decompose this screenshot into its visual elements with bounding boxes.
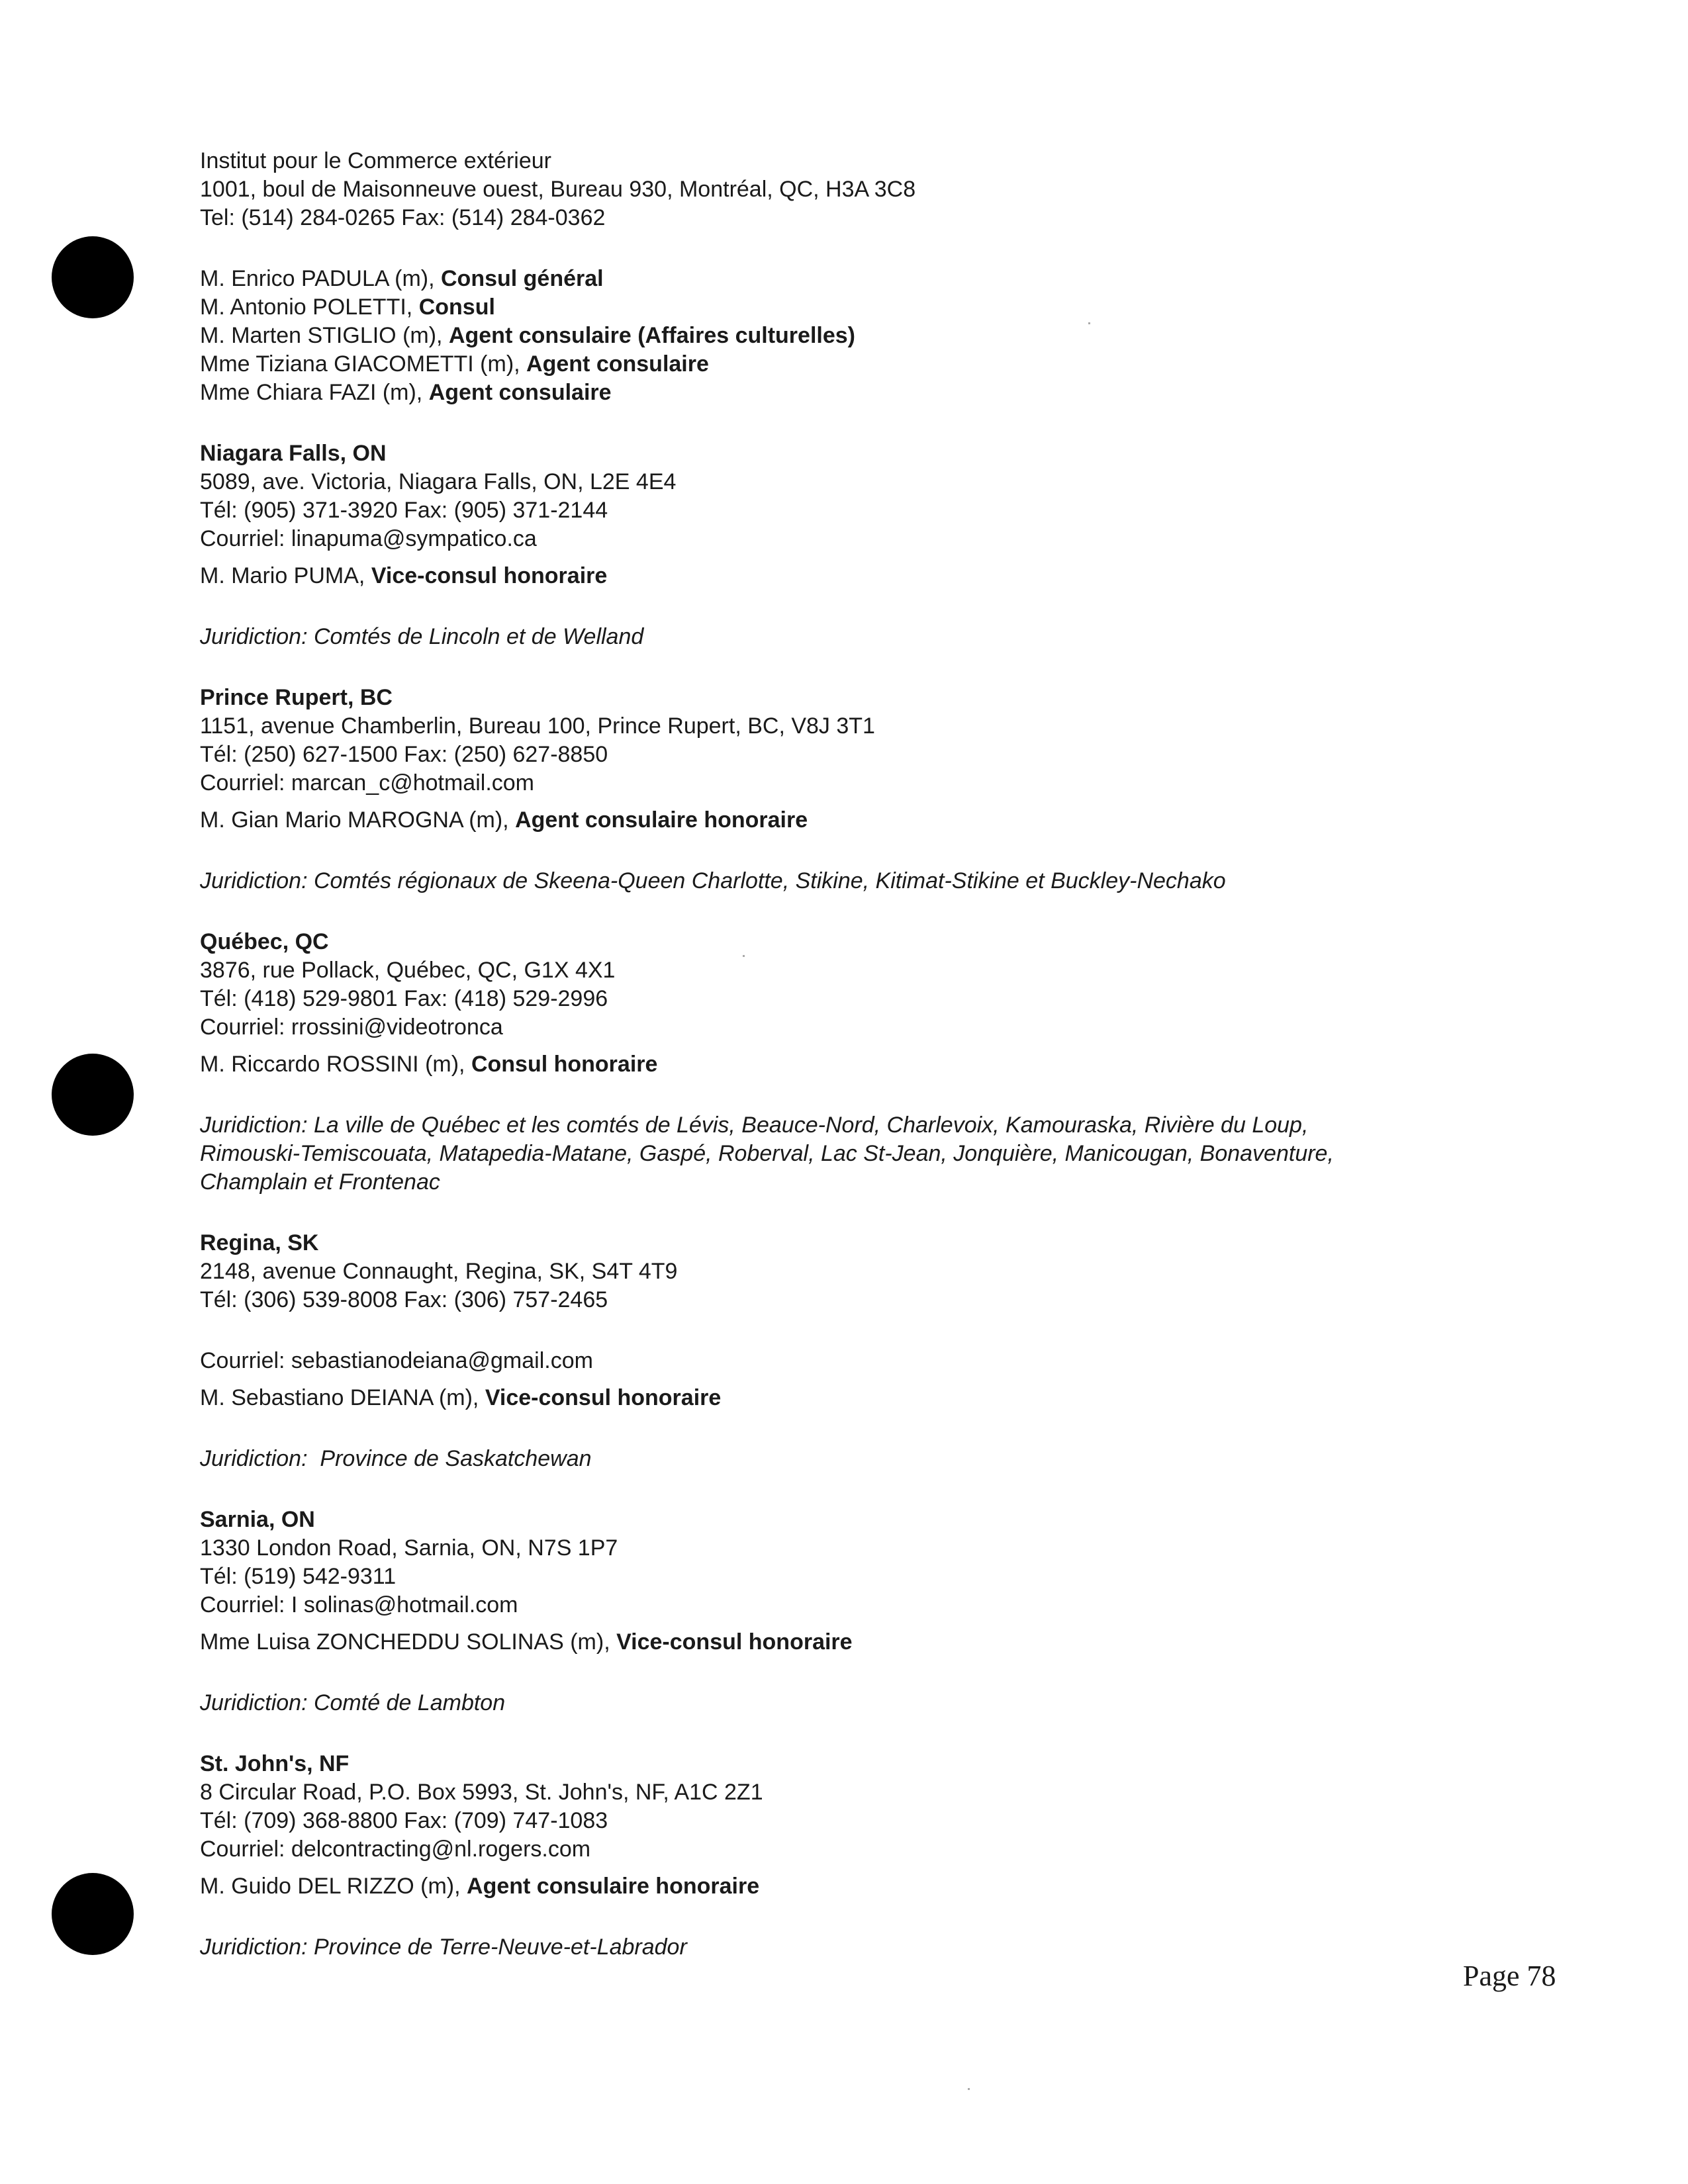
staff-member: [200, 350, 1557, 379]
entry-person: [200, 1872, 1557, 1901]
person-name: M. Riccardo ROSSINI (m),: [200, 1052, 471, 1077]
entry-email: Courriel: I solinas@hotmail.com: [200, 1592, 518, 1617]
entry-address: 3876, rue Pollack, Québec, QC, G1X 4X1: [200, 958, 616, 983]
consulate-entry: [200, 1229, 1557, 1473]
entry-city: Regina, SK: [200, 1230, 319, 1255]
entry-person: [200, 562, 1557, 590]
entry-email: Courriel: sebastianodeiana@gmail.com: [200, 1348, 593, 1373]
jurisdiction-line: Rimouski-Temiscouata, Matapedia-Matane, Gaspé, Roberval, Lac St-Jean, Jonquière, Manicougan, Bonaventure,: [200, 1141, 1334, 1166]
entry-city: Prince Rupert, BC: [200, 685, 393, 710]
entry-jurisdiction: [200, 1933, 1557, 1962]
jurisdiction-line: Juridiction: Comté de Lambton: [200, 1690, 506, 1715]
entry-address: 2148, avenue Connaught, Regina, SK, S4T 4T9: [200, 1259, 678, 1284]
staff-title: Agent consulaire: [526, 351, 709, 377]
jurisdiction-line: Juridiction: La ville de Québec et les comtés de Lévis, Beauce-Nord, Charlevoix, Kamouraska, Rivière du Loup,: [200, 1113, 1309, 1138]
entry-person: [200, 1050, 1557, 1079]
entry-phone: Tél: (418) 529-9801 Fax: (418) 529-2996: [200, 986, 608, 1011]
staff-name: M. Marten STIGLIO (m),: [200, 323, 449, 348]
entry-jurisdiction: [200, 1111, 1557, 1197]
entry-city: St. John's, NF: [200, 1751, 350, 1776]
staff-title: Agent consulaire (Affaires culturelles): [448, 323, 855, 348]
entry-jurisdiction: [200, 623, 1557, 651]
entry-phone: Tél: (709) 368-8800 Fax: (709) 747-1083: [200, 1808, 608, 1833]
institute-phone: Tel: (514) 284-0265 Fax: (514) 284-0362: [200, 205, 606, 230]
consulate-entry: [200, 439, 1557, 651]
staff-title: Consul général: [441, 266, 604, 291]
person-title: Vice-consul honoraire: [371, 563, 608, 588]
staff-title: Consul: [418, 295, 495, 320]
institute-address: 1001, boul de Maisonneuve ouest, Bureau 930, Montréal, QC, H3A 3C8: [200, 177, 916, 202]
page-content: [200, 147, 1557, 1962]
staff-member: [200, 322, 1557, 350]
entry-address: 8 Circular Road, P.O. Box 5993, St. John's, NF, A1C 2Z1: [200, 1780, 763, 1805]
staff-name: M. Antonio POLETTI,: [200, 295, 419, 320]
entry-address: 1330 London Road, Sarnia, ON, N7S 1P7: [200, 1535, 618, 1561]
person-title: Vice-consul honoraire: [616, 1629, 853, 1655]
person-name: M. Mario PUMA,: [200, 563, 371, 588]
entry-jurisdiction: [200, 1445, 1557, 1473]
institute-name: Institut pour le Commerce extérieur: [200, 148, 551, 173]
entry-email: Courriel: marcan_c@hotmail.com: [200, 770, 535, 796]
staff-member: [200, 293, 1557, 322]
consulate-entry: [200, 928, 1557, 1197]
scan-speck: [968, 2088, 970, 2090]
entry-email: Courriel: rrossini@videotronca: [200, 1015, 503, 1040]
person-name: M. Gian Mario MAROGNA (m),: [200, 807, 516, 833]
jurisdiction-line: Juridiction: Province de Saskatchewan: [200, 1446, 592, 1471]
person-title: Vice-consul honoraire: [485, 1385, 722, 1410]
entry-person: [200, 1384, 1557, 1412]
person-title: Consul honoraire: [471, 1052, 658, 1077]
jurisdiction-line: Juridiction: Comtés de Lincoln et de Welland: [200, 624, 644, 649]
person-title: Agent consulaire honoraire: [515, 807, 808, 833]
staff-title: Agent consulaire: [428, 380, 612, 405]
staff-name: Mme Chiara FAZI (m),: [200, 380, 429, 405]
entry-person: [200, 1628, 1557, 1657]
entry-city: Sarnia, ON: [200, 1507, 315, 1532]
punch-hole: [52, 236, 134, 318]
person-name: M. Sebastiano DEIANA (m),: [200, 1385, 485, 1410]
person-name: M. Guido DEL RIZZO (m),: [200, 1874, 467, 1899]
page-number: Page 78: [1463, 1960, 1556, 1992]
consulate-entry: [200, 684, 1557, 895]
entry-jurisdiction: [200, 1689, 1557, 1717]
staff-list: [200, 265, 1557, 407]
consulate-entry: [200, 1750, 1557, 1962]
jurisdiction-line: Juridiction: Province de Terre-Neuve-et-Labrador: [200, 1934, 687, 1960]
person-name: Mme Luisa ZONCHEDDU SOLINAS (m),: [200, 1629, 617, 1655]
staff-name: M. Enrico PADULA (m),: [200, 266, 441, 291]
entry-city: Niagara Falls, ON: [200, 441, 387, 466]
jurisdiction-line: Juridiction: Comtés régionaux de Skeena-Queen Charlotte, Stikine, Kitimat-Stikine et Buckley-Nechako: [200, 868, 1226, 893]
entry-jurisdiction: [200, 867, 1557, 895]
staff-member: [200, 379, 1557, 407]
person-title: Agent consulaire honoraire: [467, 1874, 760, 1899]
entry-city: Québec, QC: [200, 929, 329, 954]
entry-phone: Tél: (250) 627-1500 Fax: (250) 627-8850: [200, 742, 608, 767]
entry-phone: Tél: (519) 542-9311: [200, 1564, 397, 1589]
entry-email: Courriel: delcontracting@nl.rogers.com: [200, 1837, 591, 1862]
entry-address: 5089, ave. Victoria, Niagara Falls, ON, L2E 4E4: [200, 469, 677, 494]
jurisdiction-line: Champlain et Frontenac: [200, 1169, 440, 1195]
entry-address: 1151, avenue Chamberlin, Bureau 100, Prince Rupert, BC, V8J 3T1: [200, 713, 875, 739]
consulate-entry: [200, 1506, 1557, 1717]
entry-phone: Tél: (905) 371-3920 Fax: (905) 371-2144: [200, 498, 608, 523]
staff-name: Mme Tiziana GIACOMETTI (m),: [200, 351, 527, 377]
staff-member: [200, 265, 1557, 293]
entry-email: Courriel: linapuma@sympatico.ca: [200, 526, 537, 551]
entry-person: [200, 806, 1557, 835]
top-block: [200, 147, 1557, 407]
punch-hole: [52, 1054, 134, 1136]
punch-hole: [52, 1873, 134, 1955]
entry-phone: Tél: (306) 539-8008 Fax: (306) 757-2465: [200, 1287, 608, 1312]
